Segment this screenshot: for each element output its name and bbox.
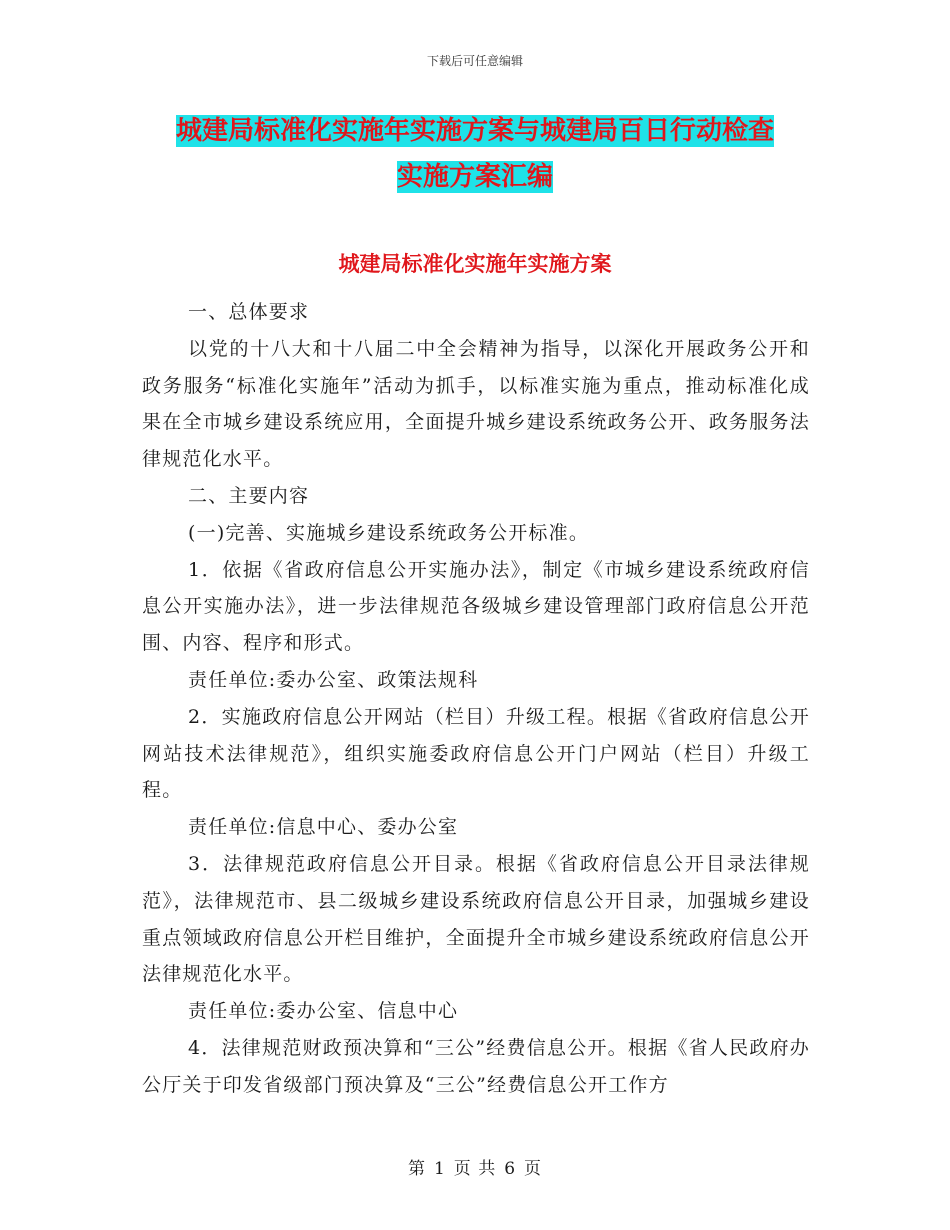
subheading: (一)完善、实施城乡建设系统政务公开标准。 xyxy=(188,521,590,544)
heading-main-content: 二、主要内容 xyxy=(188,484,310,507)
current-page-number: 1 xyxy=(433,1159,446,1179)
list-item: 1．依据《省政府信息公开实施办法》，制定《市城乡建设系统政府信息公开实施办法》，进一步法律规范各级城乡建设管理部门政府信息公开范围、内容、程序和形式。 xyxy=(142,558,810,655)
heading-general-requirements: 一、总体要求 xyxy=(188,301,310,323)
header-note: 下载后可任意编辑 xyxy=(426,54,523,68)
responsible-unit: 责任单位:委办公室、信息中心 xyxy=(188,1000,459,1023)
total-pages: 6 xyxy=(504,1159,517,1179)
document-title-line-1: 城建局标准化实施年实施方案与城建局百日行动检查 xyxy=(175,116,774,146)
document-body xyxy=(142,294,810,1104)
footer-mid: 页 共 xyxy=(453,1159,497,1179)
list-item: 4．法律规范财政预决算和“三公”经费信息公开。根据《省人民政府办公厅关于印发省级部门预决算及“三公”经费信息公开工作方 xyxy=(142,1036,810,1096)
document-title-line-2: 实施方案汇编 xyxy=(396,162,553,192)
footer-suffix: 页 xyxy=(524,1159,543,1179)
list-item: 3．法律规范政府信息公开目录。根据《省政府信息公开目录法律规范》，法律规范市、县二级城乡建设系统政府信息公开目录，加强城乡建设重点领域政府信息公开栏目维护，全面提升全市城乡建设系统政府信息公开法律规范化水平。 xyxy=(142,852,810,986)
responsible-unit: 责任单位:委办公室、政策法规科 xyxy=(188,668,479,691)
section-title: 城建局标准化实施年实施方案 xyxy=(338,252,612,276)
paragraph: 以党的十八大和十八届二中全会精神为指导，以深化开展政务公开和政务服务“标准化实施年”活动为抓手，以标准实施为重点，推动标准化成果在全市城乡建设系统应用，全面提升城乡建设系统政务公开、政务服务法律规范化水平。 xyxy=(142,337,810,471)
list-item: 2．实施政府信息公开网站（栏目）升级工程。根据《省政府信息公开网站技术法律规范》，组织实施委政府信息公开门户网站（栏目）升级工程。 xyxy=(142,705,810,802)
responsible-unit: 责任单位:信息中心、委办公室 xyxy=(188,816,459,839)
document-title xyxy=(143,108,807,200)
page-footer xyxy=(0,1154,950,1179)
footer-prefix: 第 xyxy=(407,1159,426,1179)
